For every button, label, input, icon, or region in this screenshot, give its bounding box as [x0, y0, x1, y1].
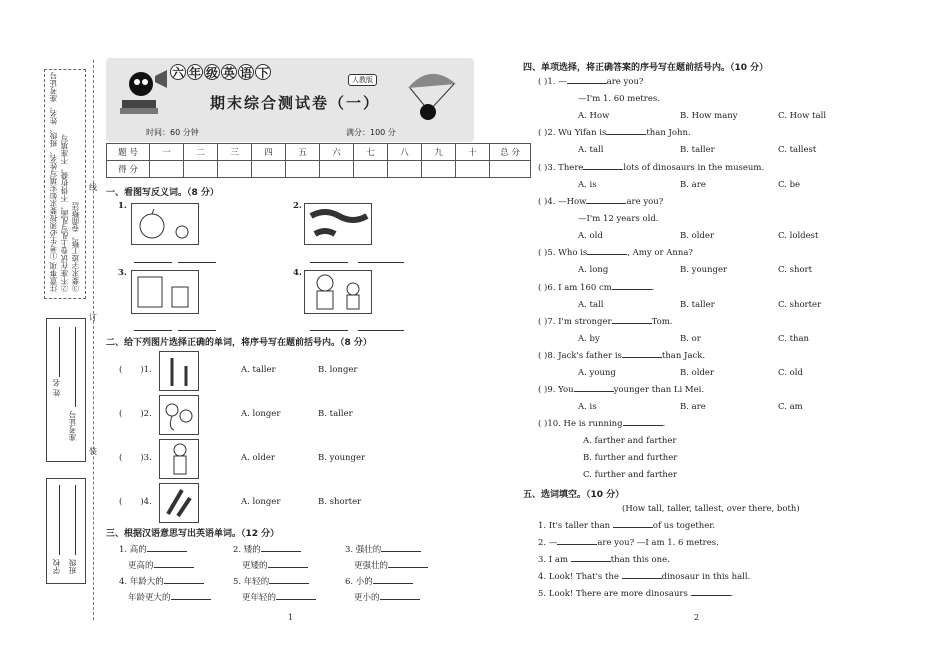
s3-answer-line[interactable] — [268, 567, 308, 568]
school-line — [59, 485, 60, 555]
q9-stem: ( )9. You — [538, 385, 574, 395]
s5-line-4 — [538, 572, 750, 582]
exam-number-label: 准考证号 — [68, 411, 77, 441]
q7-stem: ( )7. I'm stronger — [538, 317, 612, 327]
q7-option-b: B. or — [680, 334, 701, 344]
s3-word: 6. 小的 — [345, 577, 373, 587]
q6-stem-end: . — [651, 283, 655, 293]
q3-blank[interactable] — [583, 169, 623, 170]
q2-option-c: C. tallest — [778, 145, 817, 155]
student-info-box — [46, 318, 86, 462]
bracket-open: ( — [119, 365, 123, 375]
s2-number: 2. — [143, 409, 152, 419]
s3-answer-line[interactable] — [154, 567, 194, 568]
s1-item-number: 3. — [118, 268, 127, 278]
s3-row-1 — [345, 543, 421, 555]
section-4-title: 四、单项选择，将正确答案的序号写在题前括号内。（10 分） — [523, 63, 769, 73]
score-cell: 七 — [354, 144, 388, 161]
s5-text: are you? —I am 1. 6 metres. — [597, 538, 719, 548]
s5-line-5 — [538, 589, 733, 599]
notes-text — [48, 74, 81, 292]
s1-answer-line[interactable] — [178, 262, 216, 263]
grade-char: 语 — [239, 65, 252, 80]
score-header-row — [107, 144, 531, 161]
s1-answer-line[interactable] — [310, 330, 348, 331]
q6-blank[interactable] — [612, 289, 652, 290]
s2-item — [119, 453, 152, 463]
score-cell: 十 — [456, 144, 490, 161]
q6-option-b: B. taller — [680, 300, 715, 310]
scarves-long-short-picture — [304, 203, 372, 245]
s1-item-number: 4. — [293, 268, 302, 278]
s3-answer-line[interactable] — [261, 551, 301, 552]
score-cell: 三 — [218, 144, 252, 161]
s1-item-number: 1. — [118, 201, 127, 211]
q10-blank[interactable] — [623, 425, 663, 426]
s2-number: 1. — [143, 365, 152, 375]
score-cell: 五 — [286, 144, 320, 161]
cups-big-small-picture — [131, 270, 199, 314]
score-input-cell[interactable] — [218, 161, 252, 178]
s3-answer-line[interactable] — [164, 583, 204, 584]
name-label: 姓 名 — [52, 379, 61, 397]
q2-stem: ( )2. Wu Yifan is — [538, 128, 607, 138]
score-input-cell[interactable] — [388, 161, 422, 178]
s2-item — [119, 497, 152, 507]
q6-option-a: A. tall — [578, 300, 604, 310]
school-label: 学校 — [52, 559, 61, 574]
q9-blank[interactable] — [574, 391, 614, 392]
q10-option-c: C. further and farther — [583, 470, 677, 480]
grade-char: 英 — [222, 65, 235, 80]
q4-stem-end: are you? — [626, 197, 664, 207]
s1-answer-line[interactable] — [134, 262, 172, 263]
grade-subject-title — [170, 64, 271, 80]
q4-option-a: A. old — [578, 231, 603, 241]
monkey-tails-picture — [159, 395, 199, 435]
bracket-close: ) — [140, 365, 144, 375]
s2-option-a: A. taller — [241, 365, 276, 375]
page-number-left: 1 — [288, 613, 294, 622]
q7-blank[interactable] — [612, 323, 652, 324]
s2-option-a: A. longer — [241, 409, 281, 419]
class-label: 班级 — [68, 559, 77, 574]
q8-stem-end: than Jack. — [661, 351, 706, 361]
q1-blank[interactable] — [567, 83, 607, 84]
score-input-cell[interactable] — [184, 161, 218, 178]
q7 — [538, 317, 672, 327]
s2-item — [119, 409, 152, 419]
note-2: ②不准在试卷上乱写乱画，不得折叠，不准填写 — [60, 134, 69, 292]
section-2-title: 二、给下列图片选择正确的单词，将序号写在题前括号内。（8 分） — [106, 338, 372, 348]
s1-answer-line[interactable] — [178, 330, 216, 331]
s3-answer-line[interactable] — [147, 551, 187, 552]
grade-char: 级 — [205, 65, 218, 80]
notes-box — [44, 69, 86, 299]
s3-word: 4. 年龄大的 — [119, 577, 164, 587]
s1-answer-line[interactable] — [134, 330, 172, 331]
q2-option-a: A. tall — [578, 145, 604, 155]
s3-word: 年龄更大的 — [128, 593, 171, 603]
giraffes-picture — [159, 351, 199, 391]
exam-time: 时间：60 分钟 — [146, 128, 199, 137]
s3-row-3 — [119, 575, 204, 587]
q9-option-c: C. am — [778, 402, 803, 412]
score-cell: 四 — [252, 144, 286, 161]
s3-answer-line[interactable] — [380, 599, 420, 600]
binding-dashed-line — [93, 60, 94, 620]
s3-row-1 — [233, 543, 301, 555]
score-table — [106, 143, 531, 178]
q7-option-a: A. by — [578, 334, 600, 344]
q6-stem: ( )6. I am 160 cm — [538, 283, 612, 293]
s5-text: 1. It's taller than — [538, 521, 611, 531]
s2-option-b: B. longer — [318, 365, 358, 375]
score-cell: 一 — [150, 144, 184, 161]
school-info-box — [46, 478, 86, 584]
q9-option-b: B. are — [680, 402, 706, 412]
section-1-title: 一、看图写反义词。（8 分） — [106, 188, 219, 198]
s5-text: . — [730, 589, 734, 599]
q2-blank[interactable] — [606, 134, 646, 135]
q5-option-b: B. younger — [680, 265, 728, 275]
old-man-picture — [159, 439, 199, 479]
s5-blank[interactable] — [622, 578, 662, 579]
q5-stem: ( )5. Who is — [538, 248, 588, 258]
s3-word: 5. 年轻的 — [233, 577, 270, 587]
s5-text: 3. I am — [538, 555, 568, 565]
notes-heading: 注意事项 — [49, 262, 58, 292]
q1 — [538, 77, 643, 87]
bracket-open: ( — [119, 453, 123, 463]
q1-stem: ( )1. — — [538, 77, 567, 87]
s5-text: 2. — — [538, 538, 558, 548]
s3-word: 更强壮的 — [354, 561, 389, 571]
q2-option-b: B. taller — [680, 145, 715, 155]
seal-mark-line: 线 — [89, 183, 97, 192]
s3-row-4 — [354, 591, 420, 603]
q10 — [538, 419, 665, 429]
score-input-cell[interactable] — [252, 161, 286, 178]
s1-answer-line[interactable] — [358, 262, 404, 263]
q9-stem-end: younger than Li Mei. — [613, 385, 705, 395]
q4-option-b: B. older — [680, 231, 715, 241]
q4-stem: ( )4. —How — [538, 197, 587, 207]
bracket-open: ( — [119, 497, 123, 507]
score-cell: 题 号 — [107, 144, 150, 161]
score-value-row — [107, 161, 531, 178]
mascot-reading-icon — [117, 60, 177, 120]
s3-answer-line[interactable] — [276, 599, 316, 600]
q10-stem: ( )10. He is running — [538, 419, 623, 429]
q8-stem: ( )8. Jack's father is — [538, 351, 622, 361]
s3-answer-line[interactable] — [269, 583, 309, 584]
q8-option-a: A. young — [578, 368, 616, 378]
s5-text: of us together. — [652, 521, 716, 531]
score-input-cell[interactable] — [422, 161, 456, 178]
q8 — [538, 351, 705, 361]
q1-option-b: B. How many — [680, 111, 738, 121]
bracket-close: ) — [140, 409, 144, 419]
old-young-people-picture — [304, 270, 372, 314]
apple-big-small-picture — [131, 203, 199, 245]
s5-blank[interactable] — [571, 561, 611, 562]
class-line — [75, 485, 76, 555]
score-cell: 总 分 — [490, 144, 531, 161]
s2-option-b: B. taller — [318, 409, 353, 419]
note-3: ③要求字迹工整，卷面整洁 — [71, 202, 80, 292]
q9-option-a: A. is — [578, 402, 597, 412]
s3-word: 更小的 — [354, 593, 380, 603]
score-input-cell[interactable] — [286, 161, 320, 178]
bracket-close: ) — [140, 453, 144, 463]
s5-line-1 — [538, 521, 715, 531]
score-input-cell[interactable] — [490, 161, 531, 178]
s2-number: 4. — [143, 497, 152, 507]
s3-answer-line[interactable] — [381, 551, 421, 552]
s3-answer-line[interactable] — [171, 599, 211, 600]
s3-word: 2. 矮的 — [233, 545, 261, 555]
q2-stem-end: than John. — [646, 128, 691, 138]
s1-item-number: 2. — [293, 201, 302, 211]
s3-row-2 — [242, 559, 308, 571]
q4 — [538, 197, 663, 207]
q10-stem-end: . — [662, 419, 666, 429]
s3-row-3 — [233, 575, 309, 587]
s3-word: 更高的 — [128, 561, 154, 571]
s3-answer-line[interactable] — [373, 583, 413, 584]
q8-option-b: B. older — [680, 368, 715, 378]
q8-option-c: C. old — [778, 368, 803, 378]
s5-line-3 — [538, 555, 670, 565]
section-3-title: 三、根据汉语意思写出英语单词。（12 分） — [106, 529, 280, 539]
q2 — [538, 128, 691, 138]
q1-reply: —I'm 1. 60 metres. — [578, 94, 660, 104]
s3-word: 1. 高的 — [119, 545, 147, 555]
score-input-cell[interactable] — [456, 161, 490, 178]
parachute-mascot-icon — [400, 66, 460, 126]
score-cell: 六 — [320, 144, 354, 161]
score-cell: 九 — [422, 144, 456, 161]
s3-row-1 — [119, 543, 187, 555]
s5-text: 5. Look! There are more dinosaurs — [538, 589, 688, 599]
s2-option-a: A. longer — [241, 497, 281, 507]
score-input-cell[interactable] — [320, 161, 354, 178]
score-input-cell[interactable] — [354, 161, 388, 178]
s2-option-b: B. younger — [318, 453, 366, 463]
name-line — [59, 327, 60, 377]
q3-option-a: A. is — [578, 180, 597, 190]
s3-row-2 — [128, 559, 194, 571]
q5 — [538, 248, 693, 258]
bracket-close: ) — [140, 497, 144, 507]
q8-blank[interactable] — [622, 357, 662, 358]
s2-option-a: A. older — [241, 453, 275, 463]
exam-title: 期末综合测试卷（一） — [210, 94, 381, 112]
score-cell: 二 — [184, 144, 218, 161]
q7-stem-end: Tom. — [651, 317, 673, 327]
q4-reply: —I'm 12 years old. — [578, 214, 659, 224]
score-label-cell: 得 分 — [107, 161, 150, 178]
q5-option-a: A. long — [578, 265, 609, 275]
s5-blank[interactable] — [557, 544, 597, 545]
q5-option-c: C. short — [778, 265, 813, 275]
s2-option-b: B. shorter — [318, 497, 362, 507]
s3-word: 3. 强壮的 — [345, 545, 382, 555]
exam-number-line — [75, 327, 76, 407]
grade-char: 下 — [256, 65, 269, 80]
word-bank: (How tall, taller, tallest, over there, both) — [622, 504, 800, 514]
q6 — [538, 283, 655, 293]
q9 — [538, 385, 704, 395]
seal-mark-staple: 装 — [89, 447, 97, 456]
page-number-right: 2 — [694, 613, 700, 622]
score-input-cell[interactable] — [150, 161, 184, 178]
s3-row-3 — [345, 575, 413, 587]
edition-badge: 人教版 — [348, 74, 377, 86]
q6-option-c: C. shorter — [778, 300, 822, 310]
s2-item — [119, 365, 152, 375]
s5-blank[interactable] — [691, 595, 731, 596]
q3 — [538, 163, 764, 173]
q1-stem-end: are you? — [606, 77, 644, 87]
q3-stem-end: lots of dinosaurs in the museum. — [623, 163, 765, 173]
s3-row-4 — [242, 591, 316, 603]
s3-answer-line[interactable] — [388, 567, 428, 568]
grade-char: 年 — [188, 65, 201, 80]
s3-word: 更年轻的 — [242, 593, 277, 603]
q7-option-c: C. than — [778, 334, 810, 344]
note-1: ①考生必须按要求如实填写姓名、班级、姓名、准考证号 — [49, 72, 58, 260]
q10-option-a: A. farther and farther — [583, 436, 677, 446]
s1-answer-line[interactable] — [358, 330, 404, 331]
s5-text: than this one. — [610, 555, 670, 565]
s3-row-2 — [354, 559, 428, 571]
exam-full-score: 满分：100 分 — [346, 128, 396, 137]
pencils-picture — [159, 483, 199, 523]
grade-char: 六 — [171, 65, 184, 80]
q1-option-a: A. How — [578, 111, 610, 121]
q5-blank[interactable] — [587, 254, 627, 255]
s2-number: 3. — [143, 453, 152, 463]
seal-mark-bind: 订 — [89, 313, 97, 322]
score-cell: 八 — [388, 144, 422, 161]
q5-stem-end: , Amy or Anna? — [627, 248, 693, 258]
s5-text: 4. Look! That's the — [538, 572, 619, 582]
s3-word: 更矮的 — [242, 561, 268, 571]
bracket-open: ( — [119, 409, 123, 419]
s5-line-2 — [538, 538, 719, 548]
q3-option-c: C. be — [778, 180, 801, 190]
q1-option-c: C. How tall — [778, 111, 827, 121]
s5-text: dinosaur in this hall. — [661, 572, 751, 582]
section-5-title: 五、选词填空。（10 分） — [523, 490, 625, 500]
q3-stem: ( )3. There — [538, 163, 584, 173]
q10-option-b: B. further and further — [583, 453, 678, 463]
q3-option-b: B. are — [680, 180, 706, 190]
s3-row-4 — [128, 591, 211, 603]
s5-blank[interactable] — [613, 527, 653, 528]
q4-blank[interactable] — [586, 203, 626, 204]
q4-option-c: C. loldest — [778, 231, 819, 241]
s1-answer-line[interactable] — [310, 262, 348, 263]
